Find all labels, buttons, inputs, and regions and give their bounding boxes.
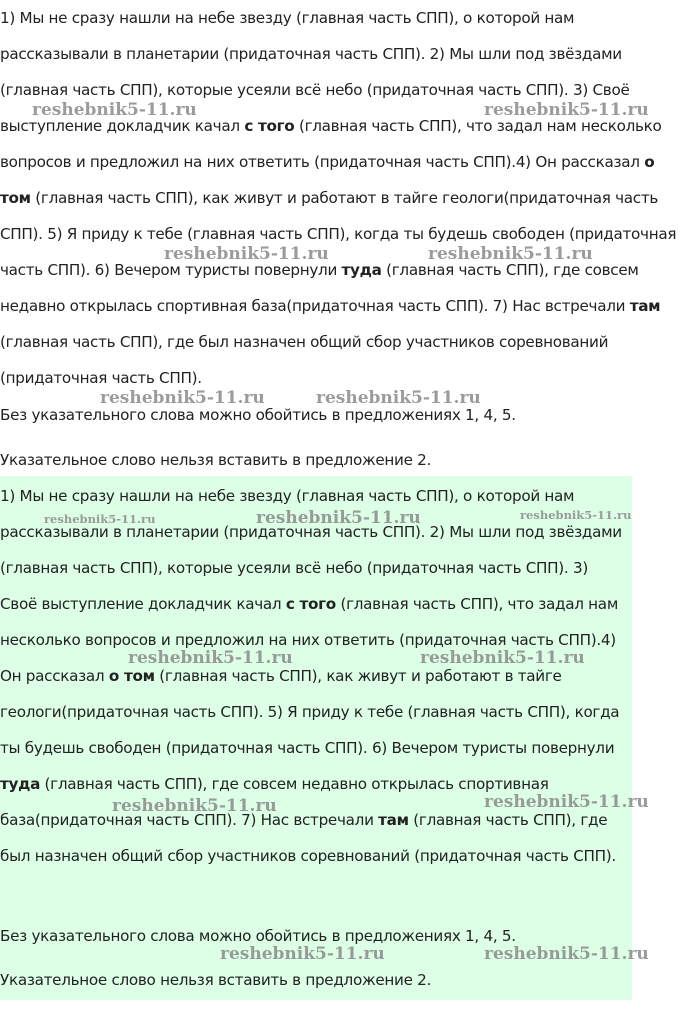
pointer-word: там bbox=[629, 297, 661, 315]
watermark: reshebnik5-11.ru bbox=[484, 792, 649, 812]
watermark: reshebnik5-11.ru bbox=[112, 796, 277, 816]
text-segment: (главная часть СПП), как живут и работают в тайге геологи(придаточная часть СПП). 5) Я приду к тебе (главная часть СПП), когда ты будешь свободен (придаточная часть СПП). 6) Вечером туристы повернули bbox=[0, 189, 677, 279]
watermark: reshebnik5-11.ru bbox=[220, 944, 385, 964]
pointer-word: о том bbox=[0, 153, 655, 207]
watermark: reshebnik5-11.ru bbox=[44, 512, 156, 526]
text-segment: 1) Мы не сразу нашли на небе звезду (главная часть СПП), о которой нам рассказывали в планетарии (придаточная часть СПП). 2) Мы шли под звёздами (главная часть СПП), которые усеяли всё небо (придаточная часть СПП). 3) Своё выступление докладчик качал bbox=[0, 487, 622, 613]
text-segment: (главная часть СПП), где был назначен общий сбор участников соревнований (придаточная часть СПП). bbox=[0, 811, 616, 865]
text-segment: (главная часть СПП), где совсем недавно открылась спортивная база(придаточная часть СПП). 7) Нас встречали bbox=[0, 775, 549, 829]
watermark: reshebnik5-11.ru bbox=[128, 648, 293, 668]
pointer-word: туда bbox=[341, 261, 382, 279]
answer-paragraph-1 bbox=[0, 0, 680, 396]
watermark: reshebnik5-11.ru bbox=[484, 944, 649, 964]
conclusion-line-1: Без указательного слова можно обойтись в предложениях 1, 4, 5. bbox=[0, 406, 516, 424]
pointer-word: туда bbox=[0, 775, 41, 793]
pointer-word: там bbox=[378, 811, 409, 829]
conclusion-line-3: Без указательного слова можно обойтись в предложениях 1, 4, 5. bbox=[0, 927, 516, 945]
conclusion-line-2: Указательное слово нельзя вставить в предложение 2. bbox=[0, 451, 432, 469]
watermark: reshebnik5-11.ru bbox=[484, 100, 649, 120]
text-segment: 1) Мы не сразу нашли на небе звезду (главная часть СПП), о которой нам рассказывали в планетарии (придаточная часть СПП). 2) Мы шли под звёздами (главная часть СПП), которые усеяли всё небо (придаточная часть СПП). 3) Своё выступление докладчик качал bbox=[0, 9, 630, 135]
text-segment: (главная часть СПП), где был назначен общий сбор участников соревнований (придаточная часть СПП). bbox=[0, 333, 609, 387]
text-segment: (главная часть СПП), что задал нам несколько вопросов и предложил на них ответить (придаточная часть СПП).4) Он рассказал bbox=[0, 117, 662, 171]
watermark: reshebnik5-11.ru bbox=[316, 388, 481, 408]
watermark: reshebnik5-11.ru bbox=[32, 100, 197, 120]
text-segment: (главная часть СПП), как живут и работают в тайге геологи(придаточная часть СПП). 5) Я приду к тебе (главная часть СПП), когда ты будешь свободен (придаточная часть СПП). 6) Вечером туристы повернули bbox=[0, 667, 620, 757]
watermark: reshebnik5-11.ru bbox=[256, 508, 421, 528]
conclusion-line-4: Указательное слово нельзя вставить в предложение 2. bbox=[0, 971, 432, 989]
watermark: reshebnik5-11.ru bbox=[164, 244, 329, 264]
watermark: reshebnik5-11.ru bbox=[100, 388, 265, 408]
text-segment: (главная часть СПП), где совсем недавно открылась спортивная база(придаточная часть СПП). 7) Нас встречали bbox=[0, 261, 639, 315]
watermark: reshebnik5-11.ru bbox=[520, 508, 632, 522]
text-segment: (главная часть СПП), что задал нам несколько вопросов и предложил на них ответить (придаточная часть СПП).4) Он рассказал bbox=[0, 595, 618, 685]
watermark: reshebnik5-11.ru bbox=[428, 244, 593, 264]
pointer-word: с того bbox=[244, 117, 295, 135]
pointer-word: с того bbox=[285, 595, 336, 613]
pointer-word: о том bbox=[108, 667, 155, 685]
answer-paragraph-2 bbox=[0, 478, 628, 874]
watermark: reshebnik5-11.ru bbox=[420, 648, 585, 668]
